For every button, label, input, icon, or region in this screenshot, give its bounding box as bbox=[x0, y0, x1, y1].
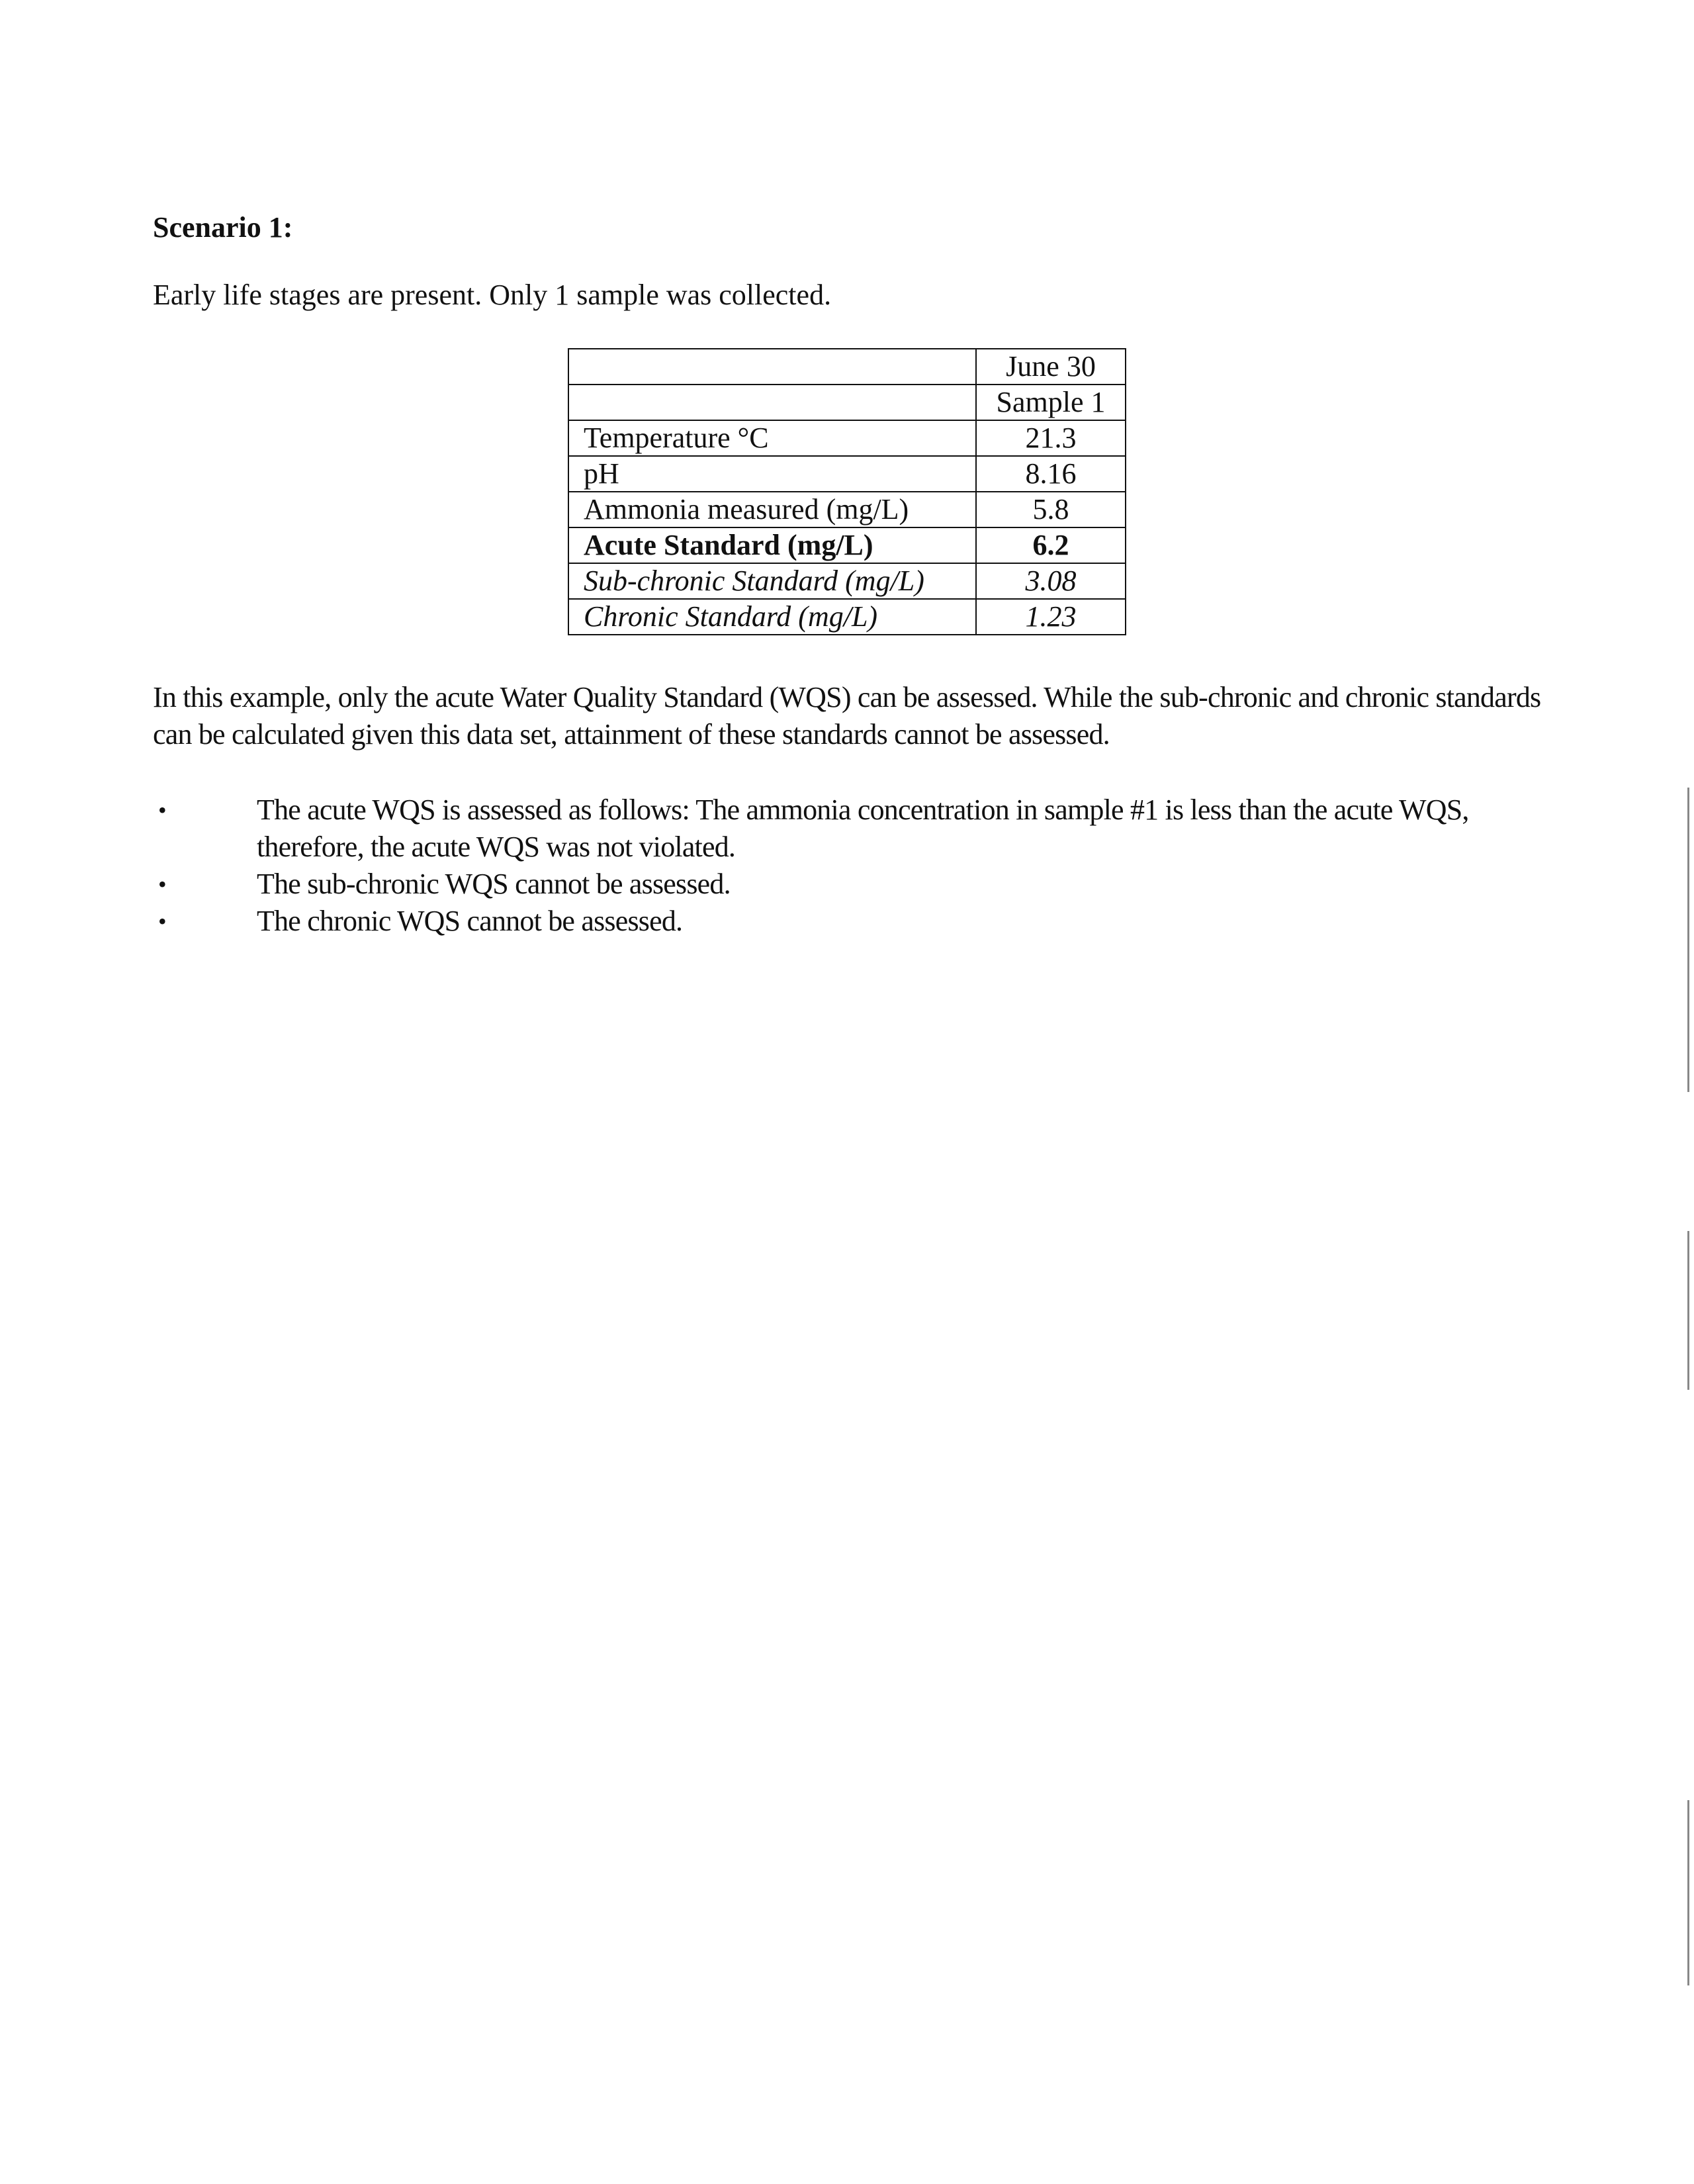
page-heading: Scenario 1: bbox=[153, 211, 293, 244]
bullet-icon: • bbox=[158, 871, 166, 897]
row-value-temperature: 21.3 bbox=[976, 420, 1126, 456]
row-label-subchronic: Sub-chronic Standard (mg/L) bbox=[568, 563, 976, 599]
row-value-ph: 8.16 bbox=[976, 456, 1126, 492]
table-row bbox=[568, 420, 1126, 456]
row-label-temperature: Temperature °C bbox=[568, 420, 976, 456]
row-label-ammonia: Ammonia measured (mg/L) bbox=[568, 492, 976, 527]
list-item-text: The sub-chronic WQS cannot be assessed. bbox=[257, 868, 731, 900]
table-row bbox=[568, 527, 1126, 563]
table-header-sample: Sample 1 bbox=[976, 385, 1126, 420]
row-label-acute: Acute Standard (mg/L) bbox=[568, 527, 976, 563]
table-row bbox=[568, 599, 1126, 635]
scan-edge-mark bbox=[1687, 1800, 1689, 1985]
row-value-acute: 6.2 bbox=[976, 527, 1126, 563]
scan-edge-mark bbox=[1687, 788, 1689, 1092]
row-value-subchronic: 3.08 bbox=[976, 563, 1126, 599]
table-header-label bbox=[568, 385, 976, 420]
row-label-chronic: Chronic Standard (mg/L) bbox=[568, 599, 976, 635]
bullet-icon: • bbox=[158, 908, 166, 934]
bullet-icon: • bbox=[158, 797, 166, 823]
list-item bbox=[153, 866, 1549, 903]
list-item-text: The chronic WQS cannot be assessed. bbox=[257, 905, 683, 937]
table-header-row bbox=[568, 349, 1126, 385]
row-value-ammonia: 5.8 bbox=[976, 492, 1126, 527]
table-row bbox=[568, 492, 1126, 527]
table-header-label bbox=[568, 349, 976, 385]
intro-text: Early life stages are present. Only 1 sample was collected. bbox=[153, 279, 832, 311]
table-row bbox=[568, 563, 1126, 599]
row-label-ph: pH bbox=[568, 456, 976, 492]
sample-data-table bbox=[568, 348, 1126, 635]
table-row bbox=[568, 456, 1126, 492]
row-value-chronic: 1.23 bbox=[976, 599, 1126, 635]
explanation-paragraph: In this example, only the acute Water Quality Standard (WQS) can be assessed. While the sub-chronic and chronic standards can be calculated given this data set, attainment of these standards cannot be assessed. bbox=[153, 681, 1541, 751]
assessment-list bbox=[153, 792, 1549, 940]
list-item-text: The acute WQS is assessed as follows: The ammonia concentration in sample #1 is less than the acute WQS, therefore, the acute WQS was not violated. bbox=[257, 794, 1469, 863]
list-item bbox=[153, 903, 1549, 940]
scan-edge-mark bbox=[1687, 1231, 1689, 1390]
table-header-date: June 30 bbox=[976, 349, 1126, 385]
list-item bbox=[153, 792, 1549, 866]
table-header-row bbox=[568, 385, 1126, 420]
